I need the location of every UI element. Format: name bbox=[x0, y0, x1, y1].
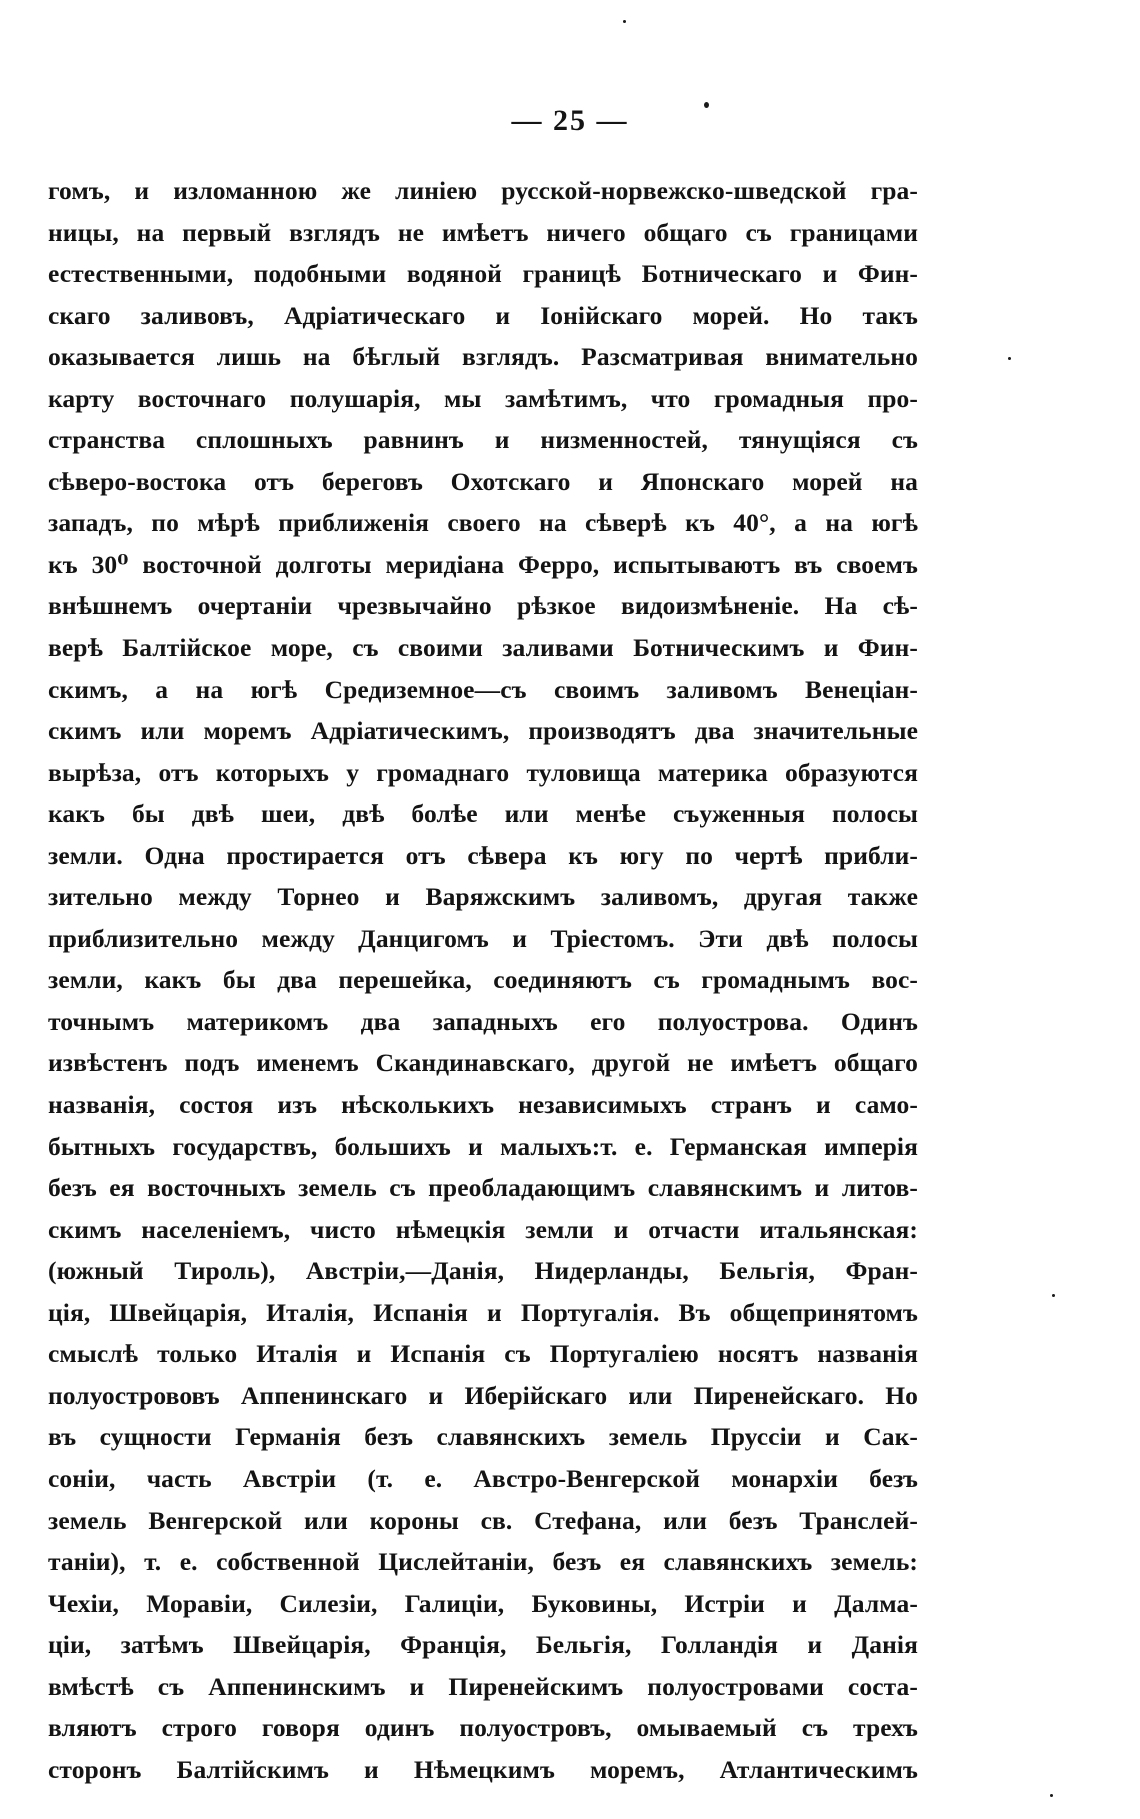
text-line: верѣ Балтiйское море, съ своими заливами Ботническимъ и Фин- bbox=[48, 633, 918, 663]
text-line: (южный Тироль), Австрiи,—Данiя, Нидерланды, Бельгiя, Фран- bbox=[48, 1256, 918, 1286]
text-line: оказывается лишь на бѣглый взглядъ. Разсматривая внимательно bbox=[48, 342, 918, 372]
text-line: вляютъ строго говоря одинъ полуостровъ, омываемый съ трехъ bbox=[48, 1713, 918, 1743]
body-text bbox=[48, 170, 918, 1790]
text-line: земли, какъ бы два перешейка, соединяютъ съ громаднымъ вос- bbox=[48, 965, 918, 995]
text-line: земель Венгерской или короны св. Стефана, или безъ Транслей- bbox=[48, 1505, 918, 1535]
text-line: сторонъ Балтiйскимъ и Нѣмецкимъ моремъ, Атлантическимъ bbox=[48, 1754, 918, 1784]
text-line: карту восточнаго полушарiя, мы замѣтимъ, что громадныя про- bbox=[48, 383, 918, 413]
text-line: цiи, затѣмъ Швейцарiя, Францiя, Бельгiя, Голландiя и Данiя bbox=[48, 1630, 918, 1660]
page-number: — 25 — bbox=[511, 104, 629, 137]
text-line: къ 30⁰ восточной долготы меридiана Ферро, испытываютъ въ своемъ bbox=[48, 549, 918, 579]
text-line: вырѣза, отъ которыхъ у громаднаго туловища материка образуются bbox=[48, 757, 918, 787]
text-line: бытныхъ государствъ, большихъ и малыхъ:т. е. Германская имперiя bbox=[48, 1131, 918, 1161]
text-line: безъ ея восточныхъ земель съ преобладающимъ славянскимъ и литов- bbox=[48, 1173, 918, 1203]
text-line: вмѣстѣ съ Аппенинскимъ и Пиренейскимъ полуостровами соста- bbox=[48, 1671, 918, 1701]
text-line: скимъ населенiемъ, чисто нѣмецкiя земли и отчасти итальянская: bbox=[48, 1214, 918, 1244]
text-line: сѣверо-востока отъ береговъ Охотскаго и Японскаго морей на bbox=[48, 466, 918, 496]
print-speck bbox=[1008, 357, 1011, 360]
text-line: названiя, состоя изъ нѣсколькихъ независимыхъ странъ и само- bbox=[48, 1090, 918, 1120]
print-speck bbox=[623, 20, 626, 23]
text-line: зительно между Торнео и Варяжскимъ заливомъ, другая также bbox=[48, 882, 918, 912]
text-line: сонiи, часть Австрiи (т. е. Австро-Венгерской монархiи безъ bbox=[48, 1463, 918, 1493]
text-line: скимъ, а на югѣ Средиземное—съ своимъ заливомъ Венецiан- bbox=[48, 674, 918, 704]
text-line: внѣшнемъ очертанiи чрезвычайно рѣзкое видоизмѣненiе. На сѣ- bbox=[48, 591, 918, 621]
text-line: естественными, подобными водяной границѣ Ботническаго и Фин- bbox=[48, 259, 918, 289]
print-speck bbox=[1050, 1794, 1053, 1797]
text-line: скимъ или моремъ Адрiатическимъ, производятъ два значительные bbox=[48, 716, 918, 746]
text-line: земли. Одна простирается отъ сѣвера къ югу по чертѣ прибли- bbox=[48, 840, 918, 870]
text-line: полуострововъ Аппенинскаго и Иберiйскаго или Пиренейскаго. Но bbox=[48, 1380, 918, 1410]
text-line: извѣстенъ подъ именемъ Скандинавскаго, другой не имѣетъ общаго bbox=[48, 1048, 918, 1078]
text-line: странства сплошныхъ равнинъ и низменностей, тянущiяся съ bbox=[48, 425, 918, 455]
text-line: танiи), т. е. собственной Цислейтанiи, безъ ея славянскихъ земель: bbox=[48, 1547, 918, 1577]
text-line: какъ бы двѣ шеи, двѣ болѣе или менѣе съуженныя полосы bbox=[48, 799, 918, 829]
text-line: скаго заливовъ, Адрiатическаго и Iонiйскаго морей. Но такъ bbox=[48, 300, 918, 330]
text-line: смыслѣ только Италiя и Испанiя съ Португалiею носятъ названiя bbox=[48, 1339, 918, 1369]
text-line: Чехiи, Моравiи, Силезiи, Галицiи, Буковины, Истрiи и Далма- bbox=[48, 1588, 918, 1618]
text-line: въ сущности Германiя безъ славянскихъ земель Пруссiи и Сак- bbox=[48, 1422, 918, 1452]
text-line: цiя, Швейцарiя, Италiя, Испанiя и Португалiя. Въ общепринятомъ bbox=[48, 1297, 918, 1327]
text-line: приблизительно между Данцигомъ и Трiестомъ. Эти двѣ полосы bbox=[48, 923, 918, 953]
text-line: гомъ, и изломанною же линiею русской-норвежско-шведской гра- bbox=[48, 176, 918, 205]
print-speck bbox=[1052, 1294, 1055, 1297]
text-line: точнымъ материкомъ два западныхъ его полуострова. Одинъ bbox=[48, 1006, 918, 1036]
text-line: ницы, на первый взглядъ не имѣетъ ничего общаго съ границами bbox=[48, 217, 918, 247]
text-line: западъ, по мѣрѣ приближенiя своего на сѣверѣ къ 40°, а на югѣ bbox=[48, 508, 918, 538]
